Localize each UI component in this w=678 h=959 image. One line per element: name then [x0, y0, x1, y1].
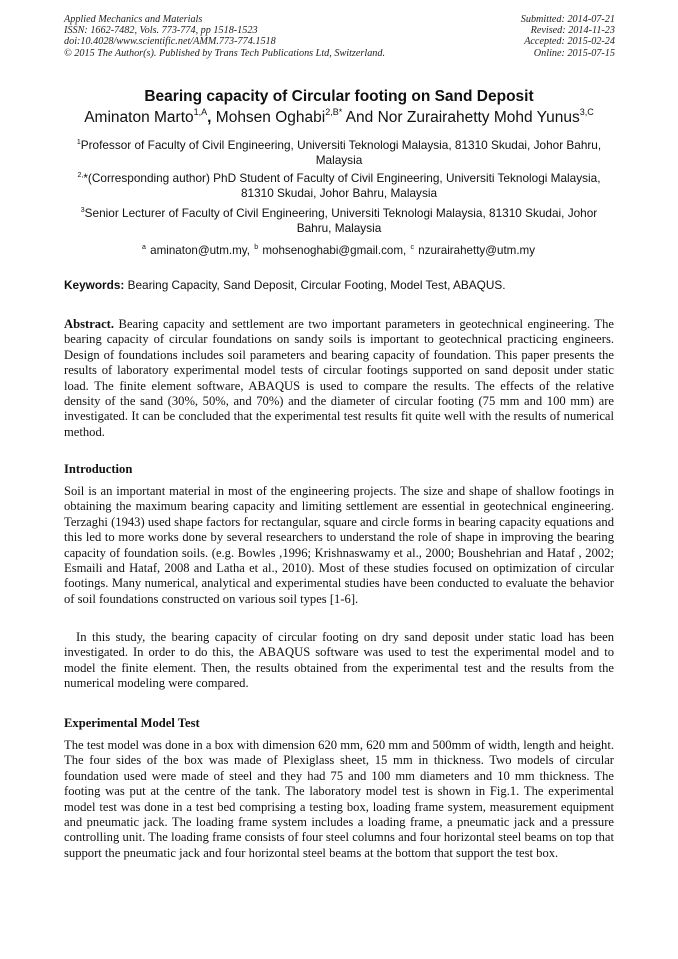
keywords-label: Keywords:: [64, 278, 125, 292]
email-link[interactable]: nzurairahetty@utm.my: [418, 244, 535, 257]
affiliation-mark: 3: [80, 207, 85, 214]
email-mark: a: [142, 244, 146, 251]
keywords: [64, 278, 616, 292]
paper-title: Bearing capacity of Circular footing on Sand Deposit: [144, 88, 534, 105]
revised-date: Revised: 2014-11-23: [530, 25, 615, 37]
author-line: [0, 109, 678, 127]
accepted-date: Accepted: 2015-02-24: [524, 36, 615, 48]
abstract-label: Abstract.: [64, 317, 115, 331]
journal-info: [64, 14, 385, 59]
author-name: Aminaton Marto: [84, 109, 194, 126]
affiliation-mark: 2,: [77, 172, 84, 179]
paragraph: The test model was done in a box with dimension 620 mm, 620 mm and 500mm of width, length and height. The four sides of the box was made of Plexiglass sheet, 15 mm in thickness. Two models of circular foundation used were made of steel and they had 75 and 100 mm diameters and 10 mm thickness. The footing was put at the centre of the tank. The laboratory model test is shown in Fig.1. The experimental model test was done in a test bed comprising a testing box, loading frame system, measurement equipment and pneumatic jack. The loading frame system includes a loading frame, a pneumatic jack and a pressure controlling unit. The loading frame consists of four steel columns and four horizontal steel beams on top that support the pneumatic jack and four horizontal steel beams at the bottom that support the test box.: [64, 738, 614, 860]
submission-dates: [521, 14, 615, 59]
author-separator: And: [342, 109, 378, 126]
email-mark: b: [254, 244, 259, 251]
affiliation-text: *(Corresponding author) PhD Student of Faculty of Civil Engineering, Universiti Teknologi Malaysia, 81310 Skudai, Johor Bahru, Malaysia: [83, 171, 601, 201]
paragraph: In this study, the bearing capacity of circular footing on dry sand deposit under static load has been investigated. In order to do this, the ABAQUS software was used to test the experimental model and to model the finite element. Then, the results obtained from the experimental test and the results from the numerical modeling were compared.: [64, 630, 614, 691]
issn-line: ISSN: 1662-7482, Vols. 773-774, pp 1518-1523: [64, 25, 258, 37]
abstract-text: Bearing capacity and settlement are two important parameters in geotechnical engineering. The bearing capacity of circular foundations on sandy soils is important to geotechnical practicing engineers. Design of foundations includes soil parameters and bearing capacity of foundation. This paper presents the results of laboratory experimental model tests of circular footings supported on sand deposit under static load. The finite element software, ABAQUS is used to compare the results. The effects of the relative density of the sand (30%, 50%, and 70%) and the diameter of circular footing (75 mm and 100 mm) are investigated. It can be concluded that the experimental test results fit quite well with the results of numerical method.: [64, 317, 614, 439]
section-heading-experimental: Experimental Model Test: [64, 716, 200, 730]
submitted-date: Submitted: 2014-07-21: [520, 14, 615, 25]
affiliation: [72, 206, 606, 237]
email-link[interactable]: aminaton@utm.my,: [150, 244, 250, 257]
affiliation-text: Professor of Faculty of Civil Engineering, Universiti Teknologi Malaysia, 81310 Skudai, Johor Bahru, Malaysia: [80, 138, 602, 168]
email-line: [0, 244, 678, 257]
author-name: Mohsen Oghabi: [215, 109, 326, 126]
email-link[interactable]: mohsenoghabi@gmail.com,: [262, 244, 407, 257]
section-heading-introduction: Introduction: [64, 462, 133, 476]
author-affiliation-mark: 1,A: [193, 107, 208, 117]
author-affiliation-mark: 2,B*: [325, 107, 343, 117]
author-affiliation-mark: 3,C: [579, 107, 594, 117]
doi-line: doi:10.4028/www.scientific.net/AMM.773-774.1518: [64, 36, 276, 48]
copyright-line: © 2015 The Author(s). Published by Trans Tech Publications Ltd, Switzerland.: [64, 47, 386, 59]
author-separator: ,: [207, 109, 216, 126]
abstract: [64, 317, 614, 440]
journal-name: Applied Mechanics and Materials: [64, 14, 203, 25]
affiliation-text: Senior Lecturer of Faculty of Civil Engineering, Universiti Teknologi Malaysia, 81310 Skudai, Johor Bahru, Malaysia: [84, 206, 598, 236]
author-name: Nor Zurairahetty Mohd Yunus: [377, 109, 580, 126]
email-mark: c: [410, 244, 414, 251]
keywords-text: Bearing Capacity, Sand Deposit, Circular Footing, Model Test, ABAQUS.: [124, 278, 506, 292]
affiliation: [72, 171, 606, 202]
affiliation: [72, 138, 606, 169]
paragraph: Soil is an important material in most of the engineering projects. The size and shape of shallow footings in obtaining the maximum bearing capacity and limiting settlement are essential in geotechnical engineering. Terzaghi (1943) used shape factors for rectangular, square and circle forms in bearing capacity equations and this led to more works done by several researchers to understand the role of shape in improving the bearing capacity of foundation soils. (e.g. Bowles ,1996; Krishnaswamy et al., 2000; Boushehrian and Hataf , 2002; Esmaili and Hataf, 2008 and Latha et al., 2010). Most of these studies focused on optimization of circular footings. Many numerical, analytical and experimental studies have been conducted to evaluate the behavior of soil foundations constructed on various soil types [1-6].: [64, 484, 614, 606]
affiliation-mark: 1: [76, 139, 81, 146]
online-date: Online: 2015-07-15: [533, 47, 615, 59]
